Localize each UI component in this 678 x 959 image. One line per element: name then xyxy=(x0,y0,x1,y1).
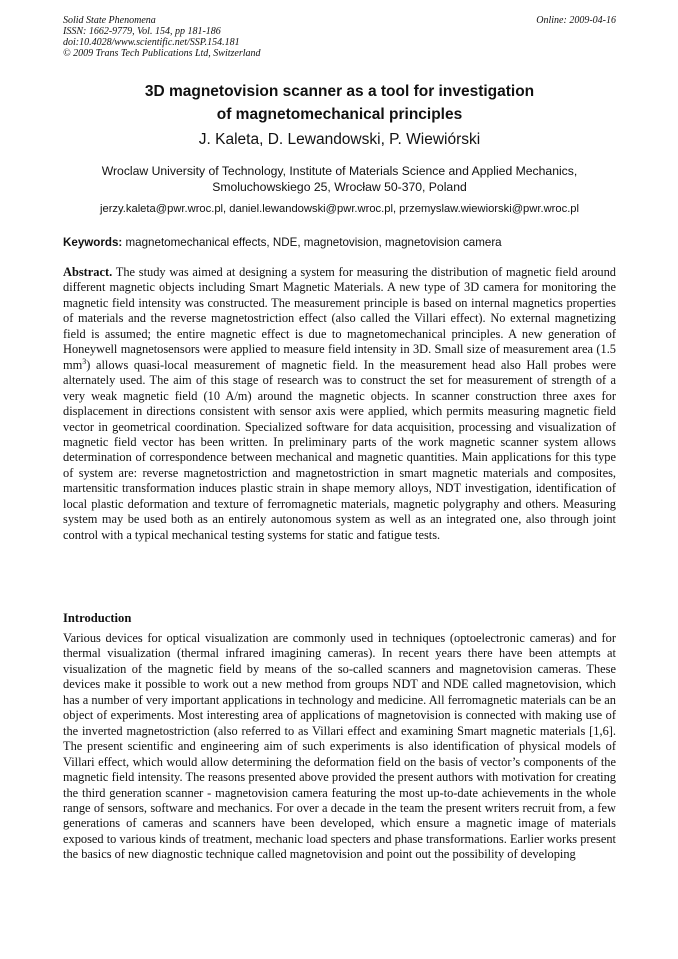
journal-info xyxy=(63,15,616,59)
issn-line: ISSN: 1662-9779, Vol. 154, pp 181-186 xyxy=(63,26,221,37)
doi-line: doi:10.4028/www.scientific.net/SSP.154.181 xyxy=(63,37,240,48)
affiliation xyxy=(63,163,616,195)
title-line-1: 3D magnetovision scanner as a tool for investigation xyxy=(144,83,535,100)
affiliation-line-1: Wroclaw University of Technology, Institute of Materials Science and Applied Mechanics, xyxy=(101,164,578,178)
keywords-label: Keywords: xyxy=(63,236,123,249)
introduction-heading: Introduction xyxy=(63,611,132,625)
journal-header xyxy=(63,15,616,59)
keywords-text: magnetomechanical effects, NDE, magnetovision, magnetovision camera xyxy=(122,236,502,249)
paper-title xyxy=(63,80,616,126)
copyright-line: © 2009 Trans Tech Publications Ltd, Switzerland xyxy=(63,48,261,59)
abstract-label: Abstract. xyxy=(63,265,113,279)
title-line-2: of magnetomechanical principles xyxy=(216,106,463,123)
abstract-paragraph xyxy=(63,265,616,543)
abstract-superscript: 3 xyxy=(82,356,87,366)
journal-name: Solid State Phenomena xyxy=(63,15,156,26)
introduction-paragraph: Various devices for optical visualization are commonly used in techniques (optoelectronic cameras) and for thermal visualization (thermal infrared imagining cameras). In recent years there have been attempts at visualization of the magnetic field by means of the so-called scanners and magnetovision cameras. These devices make it possible to work out a new method from groups NDT and NDE called magnetovision, which has a number of very important applications in technology and medicine. All ferromagnetic materials can be an object of experiments. Most interesting area of applications of magnetovision is connected with making use of the inverted magnetostriction (also referred to as Villari effect and examining Smart magnetic materials [1,6]. The present scientific and engineering aim of such experiments is also identification of physical models of Villari effect, which would allow determining the deformation field on the basis of vector’s components of the magnetic field intensity. The reasons presented above provided the present authors with motivation for creating the third generation scanner - magnetovision camera featuring the most up-to-date achievements in the whole range of sensors, software and mechanics. For over a decade in the team the present writers recruit from, a few generations of cameras and scanners have been developed, which ensure a magnetic image of materials exposed to various kinds of treatment, mechanic load specters and phase transformations. Earlier works present the basics of new diagnostic technique called magnetovision and point out the possibility of developing xyxy=(63,631,616,862)
abstract-text-part-1: The study was aimed at designing a system for measuring the distribution of magnetic field around different magnetic objects including Smart Magnetic Materials. A new type of 3D camera for monitoring the magnetic field intensity was constructed. The measurement principle is based on internal magnetics properties of materials and the reverse magnetostriction effect (also called the Villari effect). No external magnetizing field is assumed; the entire magnetic effect is due to magnetomechanical principles. A new generation of Honeywell magnetosensors were applied to measure field intensity in 3D. Small size of measurement area (1.5 mm xyxy=(63,265,616,372)
author-emails: jerzy.kaleta@pwr.wroc.pl, daniel.lewandowski@pwr.wroc.pl, przemyslaw.wiewiorski@pwr.wroc.pl xyxy=(99,203,580,215)
author-list: J. Kaleta, D. Lewandowski, P. Wiewiórski xyxy=(198,131,481,148)
online-date: Online: 2009-04-16 xyxy=(536,15,616,26)
keywords-line xyxy=(63,235,616,250)
abstract-text-part-2: ) allows quasi-local measurement of magnetic field. In the measurement head also Hall probes were alternately used. The aim of this stage of research was to construct the set for measurement of strength of a very weak magnetic field (10 A/m) around the magnetic objects. In scanner construction three axes for displacement in directions consistent with sensor axis were applied, which permits measuring magnetic field vector in geometrical coordination. Specialized software for data acquisition, processing and visualization of magnetic field vector has been written. In preliminary parts of the work magnetic scanner system allows determination of correspondence between mechanical and magnetic quantities. Main applications for this type of system are: reverse magnetostriction and magnetostriction in smart magnetic materials and composites, martensitic transformation induces plastic strain in shape memory alloys, NDT investigation, identification of local plastic deformation and texture of ferromagnetic materials, magnetic polygraphy and others. Measuring system may be used both as an entirely autonomous system as well as an integrated one, also through joint control with a typical mechanical testing systems for static and fatigue tests. xyxy=(63,357,616,542)
affiliation-line-2: Smoluchowskiego 25, Wrocław 50-370, Poland xyxy=(212,180,467,194)
